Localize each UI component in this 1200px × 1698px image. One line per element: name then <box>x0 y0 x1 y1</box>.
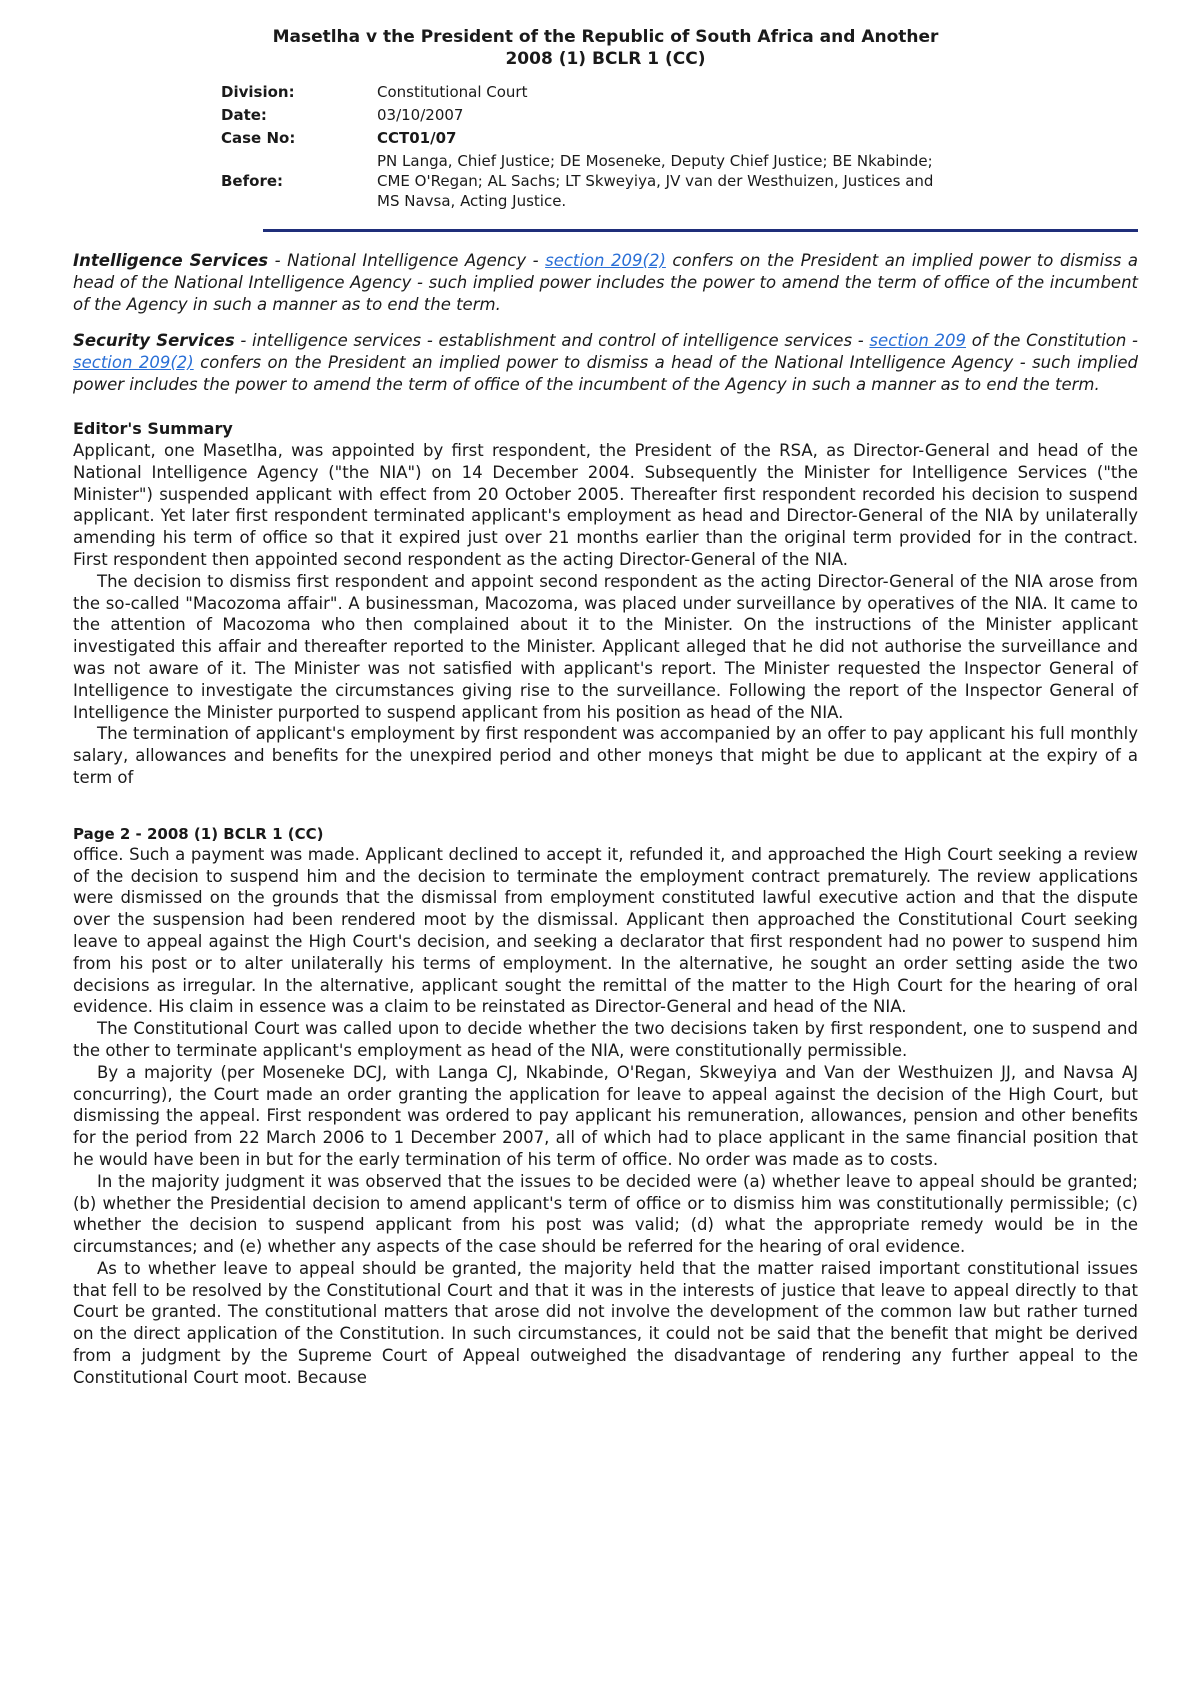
section-209-link[interactable]: section 209 <box>869 331 967 350</box>
headnote-topic: Security Services <box>73 331 235 350</box>
summary-paragraph: The Constitutional Court was called upon to decide whether the two decisions taken by first respondent, one to suspend and the other to terminate applicant's employment as head of the NIA, were constitutionally permissible. <box>73 1019 1138 1060</box>
summary-paragraph: Applicant, one Masetlha, was appointed by first respondent, the President of the RSA, as Director-General and head of the National Intelligence Agency ("the NIA") on 14 December 2004. Subsequently the Minister for Intelligence Services ("the Minister") suspended applicant with effect from 20 October 2005. Thereafter first respondent recorded his decision to suspend applicant. Yet later first respondent terminated applicant's employment as head and Director-General of the NIA by unilaterally amending his term of office so that it expired just over 21 months earlier than the original term provided for in the contract. First respondent then appointed second respondent as the acting Director-General of the NIA. <box>73 441 1138 569</box>
case-title <box>73 26 1138 70</box>
case-citation: 2008 (1) BCLR 1 (CC) <box>505 49 706 69</box>
page-2-heading: Page 2 - 2008 (1) BCLR 1 (CC) <box>73 824 324 843</box>
headnote-security: Security Services - intelligence services - establishment and control of intelligence services - section 209 of the Constitution - section 209(2) confers on the President an implied power to dismiss a head of the National Intelligence Agency - such implied power includes the power to amend the term of office of the incumbent of the Agency in such a manner as to end the term. <box>73 331 1138 394</box>
division-label: Division: <box>221 83 295 101</box>
header-divider <box>263 229 1138 232</box>
date-value: 03/10/2007 <box>377 106 464 124</box>
headnote-intelligence: Intelligence Services - National Intelligence Agency - section 209(2) confers on the President an implied power to dismiss a head of the National Intelligence Agency - such implied power includes the power to amend the term of office of the incumbent of the Agency in such a manner as to end the term. <box>73 251 1138 314</box>
document-page <box>73 26 1138 1389</box>
headnote-topic: Intelligence Services <box>73 251 269 270</box>
section-209-2-link[interactable]: section 209(2) <box>545 251 666 270</box>
summary-paragraph: The decision to dismiss first respondent and appoint second respondent as the acting Director-General of the NIA arose from the so-called "Macozoma affair". A businessman, Macozoma, was placed under surveillance by operatives of the NIA. It came to the attention of Macozoma who then complained about it to the Minister. On the instructions of the Minister applicant investigated this affair and thereafter reported to the Minister. Applicant alleged that he did not authorise the surveillance and was not aware of it. The Minister was not satisfied with applicant's report. The Minister requested the Inspector General of Intelligence to investigate the circumstances giving rise to the surveillance. Following the report of the Inspector General of Intelligence the Minister purported to suspend applicant from his position as head of the NIA. <box>73 571 1138 722</box>
summary-paragraph: As to whether leave to appeal should be granted, the majority held that the matter raised important constitutional issues that fell to be resolved by the Constitutional Court and that it was in the interests of justice that leave to appeal directly to that Court be granted. The constitutional matters that arose did not involve the development of the common law but rather turned on the direct application of the Constitution. In such circumstances, it could not be said that the benefit that might be derived from a judgment by the Supreme Court of Appeal outweighed the disadvantage of rendering any further appeal to the Constitutional Court moot. Because <box>73 1258 1138 1387</box>
before-value: PN Langa, Chief Justice; DE Moseneke, Deputy Chief Justice; BE Nkabinde; CME O'Regan; AL Sachs; LT Skweyiya, JV van der Westhuizen, Justices and MS Navsa, Acting Justice. <box>377 152 934 210</box>
section-209-2-link[interactable]: section 209(2) <box>73 353 194 372</box>
case-no-row <box>221 128 1138 148</box>
date-row <box>221 105 1138 125</box>
case-metadata <box>221 82 1138 211</box>
before-row <box>221 151 1138 211</box>
case-no-label: Case No: <box>221 129 296 147</box>
case-name: Masetlha v the President of the Republic of South Africa and Another <box>272 27 939 47</box>
date-label: Date: <box>221 106 267 124</box>
division-value: Constitutional Court <box>377 83 528 101</box>
summary-paragraph: The termination of applicant's employment by first respondent was accompanied by an offer to pay applicant his full monthly salary, allowances and benefits for the unexpired period and other moneys that might be due to applicant at the expiry of a term of <box>73 724 1138 787</box>
summary-paragraph: In the majority judgment it was observed that the issues to be decided were (a) whether leave to appeal should be granted; (b) whether the Presidential decision to amend applicant's term of office or to dismiss him was constitutionally permissible; (c) whether the decision to suspend applicant from his post was valid; (d) what the appropriate remedy would be in the circumstances; and (e) whether any aspects of the case should be referred for the hearing of oral evidence. <box>73 1171 1138 1257</box>
division-row <box>221 82 1138 102</box>
case-no-value: CCT01/07 <box>377 129 457 147</box>
summary-paragraph: office. Such a payment was made. Applicant declined to accept it, refunded it, and approached the High Court seeking a review of the decision to suspend him and the decision to terminate the employment contract prematurely. The review applications were dismissed on the grounds that the dismissal from employment constituted lawful executive action and that the dispute over the suspension had been rendered moot by the dismissal. Applicant then approached the Constitutional Court seeking leave to appeal against the High Court's decision, and seeking a declarator that first respondent had no power to suspend him from his post or to alter unilaterally his terms of employment. In the alternative, he sought an order setting aside the two decisions as irregular. In the alternative, applicant sought the remittal of the matter to the High Court for the hearing of oral evidence. His claim in essence was a claim to be reinstated as Director-General and head of the NIA. <box>73 844 1138 1017</box>
before-label: Before: <box>221 172 284 190</box>
editors-summary-heading: Editor's Summary <box>73 419 233 438</box>
summary-paragraph: By a majority (per Moseneke DCJ, with Langa CJ, Nkabinde, O'Regan, Skweyiya and Van der Westhuizen JJ, and Navsa AJ concurring), the Court made an order granting the application for leave to appeal against the decision of the High Court, but dismissing the appeal. First respondent was ordered to pay applicant his remuneration, allowances, pension and other benefits for the period from 22 March 2006 to 1 December 2007, all of which had to place applicant in the same financial position that he would have been in but for the early termination of his term of office. No order was made as to costs. <box>73 1062 1138 1169</box>
